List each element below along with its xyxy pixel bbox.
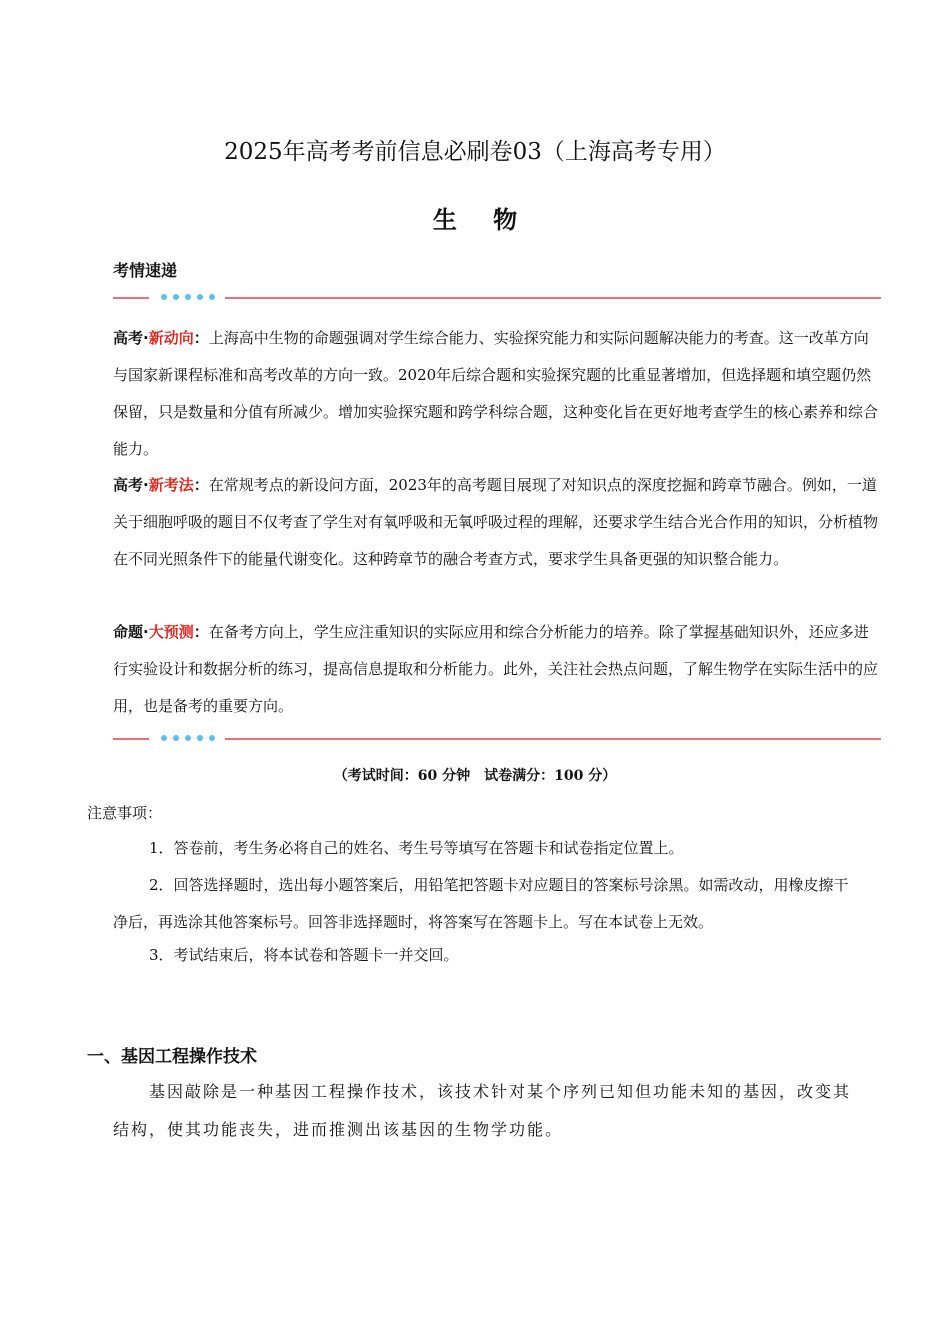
section-title: 一、基因工程操作技术 <box>87 1047 257 1067</box>
briefing-heading: 考情速递 <box>113 261 178 280</box>
exam-info: （考试时间：60 分钟 试卷满分：100 分） <box>333 768 617 784</box>
briefing-text: 在常规考点的新设问方面，2023年的高考题目展现了对知识点的深度挖掘和跨章节融合。例如，一道关于细胞呼吸的题目不仅考查了学生对有氧呼吸和无氧呼吸过程的理解，还要求学生结合光合作用的知识，分析植物在不同光照条件下的能量代谢变化。这种跨章节的融合考查方式，要求学生具备更强的知识整合能力。 <box>113 476 879 568</box>
subject-title: 生 物 <box>432 205 532 234</box>
divider-top <box>113 293 881 303</box>
briefing-item-method <box>113 467 883 578</box>
briefing-label: 高考·新考法： <box>113 476 209 494</box>
briefing-item-forecast <box>113 614 883 725</box>
briefing-label: 高考·新动向： <box>113 329 209 347</box>
briefing-label: 命题·大预测： <box>113 623 209 641</box>
notice-item: 3．考试结束后，将本试卷和答题卡一并交回。 <box>149 946 459 964</box>
briefing-text: 在备考方向上，学生应注重知识的实际应用和综合分析能力的培养。除了掌握基础知识外，还应多进行实验设计和数据分析的练习，提高信息提取和分析能力。此外，关注社会热点问题，了解生物学在实际生活中的应用，也是备考的重要方向。 <box>113 623 879 715</box>
notice-item: 2．回答选择题时，选出每小题答案后，用铅笔把答题卡对应题目的答案标号涂黑。如需改动，用橡皮擦干净后，再选涂其他答案标号。回答非选择题时，将答案写在答题卡上。写在本试卷上无效。 <box>113 876 849 931</box>
briefing-text: 上海高中生物的命题强调对学生综合能力、实验探究能力和实际问题解决能力的考查。这一改革方向与国家新课程标准和高考改革的方向一致。2020年后综合题和实验探究题的比重显著增加，但选择题和填空题仍然保留，只是数量和分值有所减少。增加实验探究题和跨学科综合题，这种变化旨在更好地考查学生的核心素养和综合能力。 <box>113 329 879 458</box>
notice-item: 1．答卷前，考生务必将自己的姓名、考生号等填写在答题卡和试卷指定位置上。 <box>149 839 684 857</box>
section-body: 基因敲除是一种基因工程操作技术，该技术针对某个序列已知但功能未知的基因，改变其结构，使其功能丧失，进而推测出该基因的生物学功能。 <box>113 1082 852 1139</box>
briefing-item-trend <box>113 320 883 468</box>
divider-bottom <box>113 734 881 744</box>
page-title: 2025年高考考前信息必刷卷03（上海高考专用） <box>224 139 726 165</box>
notice-title: 注意事项： <box>87 804 163 822</box>
